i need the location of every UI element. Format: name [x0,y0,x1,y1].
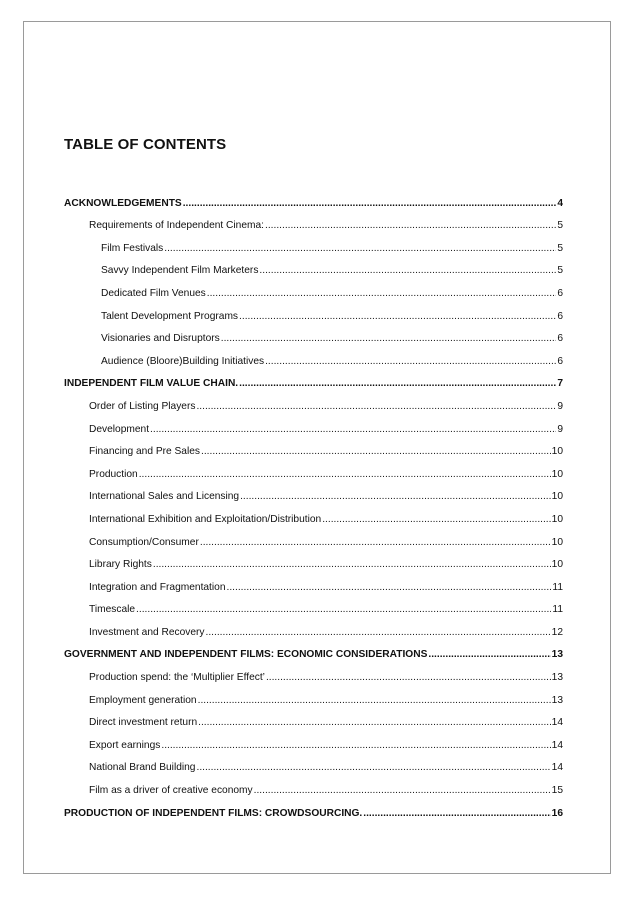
toc-page-number: 5 [557,220,563,232]
toc-entry[interactable] [64,413,563,436]
toc-page-number: 11 [552,604,563,616]
toc-page-number: 11 [552,581,563,593]
toc-dot-leader [266,672,551,684]
toc-entry-text: Production spend: the ‘Multiplier Effect’ [89,672,265,684]
toc-entry[interactable] [64,571,563,594]
toc-entry[interactable] [64,526,563,549]
toc-page-number: 5 [557,242,563,254]
toc-dot-leader [363,808,550,820]
toc-entry[interactable] [64,707,563,730]
toc-dot-leader [240,491,551,503]
toc-dot-leader [198,717,551,729]
toc-entry-text: Financing and Pre Sales [89,446,200,458]
toc-page-number: 10 [551,491,563,503]
toc-entry[interactable] [64,797,563,820]
toc-entry[interactable] [64,616,563,639]
toc-dot-leader [196,401,556,413]
toc-dot-leader [198,695,551,707]
toc-entry-text: International Sales and Licensing [89,491,240,503]
toc-dot-leader [196,762,550,774]
toc-entry[interactable] [64,458,563,481]
toc-entry-text: Talent Development Programs [101,310,239,322]
toc-entry-text: Visionaries and Disruptors [101,333,220,345]
toc-page-number: 7 [557,378,563,390]
toc-page-number: 10 [551,513,563,525]
toc-entry-text: Direct investment return [89,717,198,729]
toc-page-number: 13 [551,694,563,706]
toc-entry-text: GOVERNMENT AND INDEPENDENT FILMS: ECONOMIC CONSIDERATIONS [64,649,428,661]
toc-page-number: 9 [557,423,563,435]
toc-entry-text: Film as a driver of creative economy [89,785,253,797]
toc-dot-leader [183,198,557,210]
toc-entry-text: Library Rights [89,559,152,571]
toc-page-number: 14 [551,762,563,774]
toc-entry-text: Savvy Independent Film Marketers [101,265,259,277]
toc-entry[interactable] [64,503,563,526]
toc-entry[interactable] [64,752,563,775]
toc-entry[interactable] [64,345,563,368]
toc-entry-text: Production [89,468,138,480]
toc-entry[interactable] [64,481,563,504]
toc-dot-leader [265,356,556,368]
toc-entry[interactable] [64,300,563,323]
toc-entry[interactable] [64,232,563,255]
toc-page-number: 16 [551,807,563,819]
toc-list [64,187,563,820]
toc-dot-leader [265,220,556,232]
toc-page-number: 6 [557,310,563,322]
toc-entry-text: Employment generation [89,694,197,706]
toc-page-number: 10 [551,536,563,548]
toc-entry-text: ACKNOWLEDGEMENTS [64,197,182,209]
toc-entry[interactable] [64,594,563,617]
toc-dot-leader [207,288,557,300]
toc-page-number: 14 [551,739,563,751]
toc-title: TABLE OF CONTENTS [64,136,227,153]
toc-entry-text: Audience (Bloore)Building Initiatives [101,355,265,367]
toc-entry-text: Investment and Recovery [89,626,205,638]
toc-page-number: 9 [557,400,563,412]
toc-dot-leader [254,785,551,797]
toc-entry-text: Development [89,423,150,435]
toc-dot-leader [161,740,550,752]
toc-page-number: 13 [551,672,563,684]
toc-dot-leader [164,243,556,255]
toc-page-number: 13 [551,649,563,661]
toc-entry[interactable] [64,729,563,752]
toc-dot-leader [239,378,556,390]
toc-page-number: 15 [551,785,563,797]
toc-entry[interactable] [64,549,563,572]
toc-dot-leader [153,559,551,571]
toc-entry-text: Film Festivals [101,242,164,254]
toc-page-number: 5 [557,265,563,277]
toc-dot-leader [136,604,551,616]
toc-page-number: 6 [557,287,563,299]
toc-dot-leader [201,446,551,458]
toc-entry[interactable] [64,255,563,278]
toc-entry[interactable] [64,390,563,413]
toc-entry-text: Requirements of Independent Cinema: [89,220,264,232]
toc-entry[interactable] [64,684,563,707]
toc-dot-leader [239,311,556,323]
toc-dot-leader [200,537,551,549]
toc-entry-text: National Brand Building [89,762,196,774]
toc-page-number: 4 [557,197,563,209]
toc-entry-text: Consumption/Consumer [89,536,199,548]
toc-entry-text: Timescale [89,604,136,616]
toc-entry[interactable] [64,210,563,233]
toc-entry[interactable] [64,436,563,459]
toc-dot-leader [227,582,552,594]
toc-dot-leader [221,333,557,345]
toc-entry-text: INDEPENDENT FILM VALUE CHAIN. [64,378,239,390]
toc-entry[interactable] [64,368,563,391]
toc-page-number: 10 [551,468,563,480]
toc-dot-leader [428,649,550,661]
toc-dot-leader [206,627,551,639]
toc-entry-text: PRODUCTION OF INDEPENDENT FILMS: CROWDSOURCING. [64,807,363,819]
toc-dot-leader [150,424,556,436]
toc-page-number: 10 [551,446,563,458]
toc-page-number: 12 [551,626,563,638]
toc-entry-text: International Exhibition and Exploitation/Distribution [89,513,322,525]
toc-page-number: 10 [551,559,563,571]
toc-entry-text: Integration and Fragmentation [89,581,226,593]
toc-entry-text: Dedicated Film Venues [101,287,206,299]
toc-entry[interactable] [64,661,563,684]
toc-entry[interactable] [64,639,563,662]
toc-entry-text: Export earnings [89,739,161,751]
toc-entry[interactable] [64,323,563,346]
toc-entry-text: Order of Listing Players [89,400,196,412]
toc-page-number: 6 [557,333,563,345]
toc-dot-leader [139,469,551,481]
toc-entry[interactable] [64,774,563,797]
toc-entry[interactable] [64,277,563,300]
toc-page-number: 6 [557,355,563,367]
toc-page-number: 14 [551,717,563,729]
toc-dot-leader [259,265,556,277]
toc-entry[interactable] [64,187,563,210]
toc-dot-leader [322,514,550,526]
